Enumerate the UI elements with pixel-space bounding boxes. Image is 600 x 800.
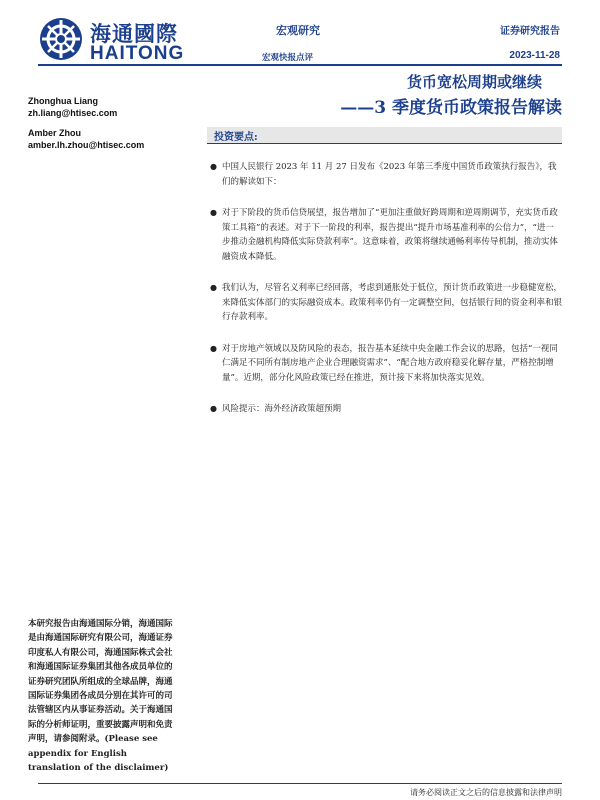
haitong-emblem-icon — [38, 16, 84, 62]
logo-chinese-name: 海通國際 — [90, 22, 178, 46]
author-1-name: Zhonghua Liang — [28, 96, 98, 106]
bullet-marker-icon: ● — [210, 343, 217, 353]
author-2-email[interactable]: amber.lh.zhou@htisec.com — [28, 140, 145, 150]
summary-bullet — [207, 342, 562, 386]
header-divider — [38, 64, 562, 66]
department-label: 宏观研究 — [276, 24, 320, 37]
summary-bullet — [207, 281, 562, 325]
bullet-text: 对于房地产领域以及防风险的表态，报告基本延续中央金融工作会议的思路，包括“一视同仁满足不同所有制房地产企业合理融资需求”、“配合地方政府稳妥化解存量，严格控制增量”。近期，部分化风险政策已经在推进，预计接下来将加快落实见效。 — [222, 343, 558, 383]
bullet-marker-icon: ● — [210, 404, 217, 413]
bullet-text: 中国人民银行 2023 年 11 月 27 日发布《2023 年第三季度中国货币政策执行报告》，我们的解读如下： — [222, 162, 557, 187]
logo-english-name: HAITONG — [90, 43, 185, 64]
report-title: 货币宽松周期或继续 — [406, 73, 542, 91]
summary-bullet — [207, 402, 562, 417]
summary-bullet — [207, 160, 562, 189]
author-1-email[interactable]: zh.liang@htisec.com — [28, 108, 118, 118]
bullet-text: 对于下阶段的货币信贷展望，报告增加了“更加注重做好跨周期和逆周期调节，充实货币政策工具箱”的表述。对于下一阶段的利率，报告提出“提升市场基准利率的公信力”，“进一步推动金融机构降低实际贷款利率”。这意味着，政策将继续通畅利率传导机制，推动实体融资成本降低。 — [222, 208, 558, 262]
report-subcategory: 宏观快报点评 — [262, 53, 314, 63]
summary-divider — [207, 143, 562, 144]
author-2-name: Amber Zhou — [28, 128, 81, 138]
bullet-text: 风险提示：海外经济政策超预期 — [222, 404, 342, 414]
report-type-label: 证券研究报告 — [500, 26, 560, 37]
report-date: 2023-11-28 — [509, 50, 560, 61]
bullet-marker-icon: ● — [210, 283, 217, 292]
summary-heading: 投资要点: — [214, 132, 258, 143]
bullet-marker-icon: ● — [210, 208, 217, 217]
haitong-logo — [38, 16, 188, 66]
footer-divider — [38, 783, 562, 784]
disclaimer-text: 本研究报告由海通国际分销，海通国际是由海通国际研究有限公司，海通证券印度私人有限公司，海通国际株式会社和海通国际证券集团其他各成员单位的证券研究团队所组成的全球品牌，海通国际证券集团各成员分别在其许可的司法管辖区内从事证券活动。关于海通国际的分析师证明，重要披露声明和免责声明，请参阅附录。(Please see appendix for English translation of the disclaimer) — [28, 619, 173, 774]
bullet-text: 我们认为，尽管名义利率已经回落，考虑到通胀处于低位，预计货币政策进一步稳健宽松，来降低实体部门的实际融资成本。政策利率仍有一定调整空间，包括银行间的资金利率和银行存款利率。 — [222, 283, 563, 322]
summary-bullet-list — [207, 160, 562, 434]
report-subtitle: ——3 季度货币政策报告解读 — [340, 98, 562, 118]
bullet-marker-icon: ● — [210, 162, 217, 171]
summary-bullet — [207, 206, 562, 264]
summary-header-box — [207, 127, 562, 143]
footer-notice: 请务必阅读正文之后的信息披露和法律声明 — [410, 788, 562, 797]
